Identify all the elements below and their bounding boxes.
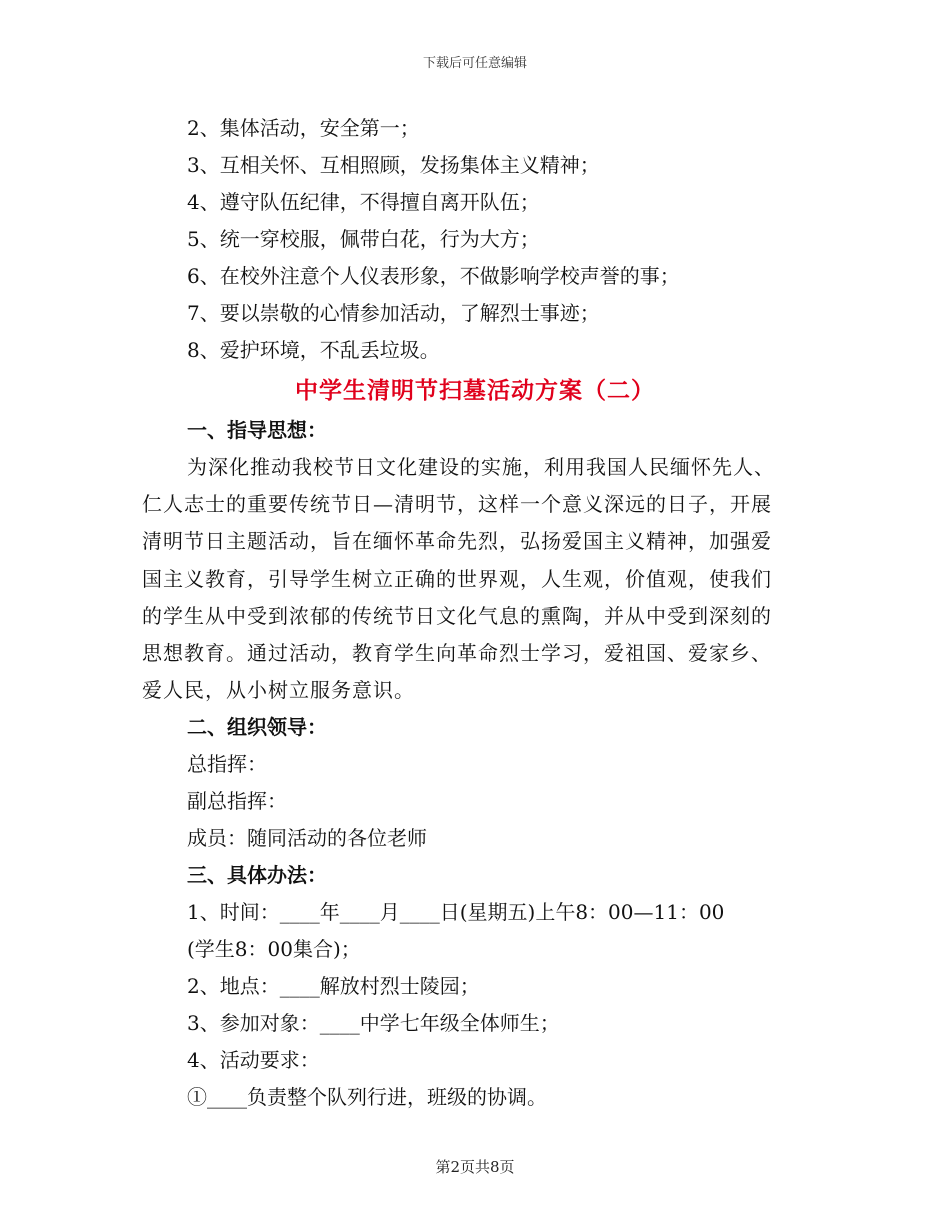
method-requirements: 4、活动要求： [187, 1048, 320, 1072]
deputy-commander: 副总指挥： [187, 789, 287, 813]
rule-item: 5、统一穿校服，佩带白花，行为大方； [187, 227, 540, 251]
rule-item: 2、集体活动，安全第一； [187, 116, 420, 140]
rule-item: 7、要以崇敬的心情参加活动，了解烈士事迹； [187, 301, 600, 325]
chief-commander: 总指挥： [187, 752, 267, 776]
rule-item: 8、爱护环境，不乱丢垃圾。 [187, 338, 440, 362]
paragraph-line: 国主义教育，引导学生树立正确的世界观，人生观，价值观，使我们 [142, 567, 772, 591]
members: 成员：随同活动的各位老师 [187, 826, 427, 850]
method-participants: 3、参加对象：____中学七年级全体师生； [187, 1011, 560, 1035]
method-time-continued: (学生8：00集合)； [187, 937, 361, 961]
paragraph-line: 清明节日主题活动，旨在缅怀革命先烈，弘扬爱国主义精神，加强爱 [142, 529, 772, 553]
paragraph-line: 仁人志士的重要传统节日—清明节，这样一个意义深远的日子，开展 [142, 492, 772, 516]
methods-heading: 三、具体办法： [187, 863, 327, 887]
paragraph-line: 思想教育。通过活动，教育学生向革命烈士学习，爱祖国、爱家乡、 [142, 641, 772, 665]
page-footer: 第2页共8页 [435, 1158, 515, 1176]
paragraph-line: 的学生从中受到浓郁的传统节日文化气息的熏陶，并从中受到深刻的 [142, 604, 772, 628]
header-note: 下载后可任意编辑 [422, 56, 527, 71]
rule-item: 6、在校外注意个人仪表形象，不做影响学校声誉的事； [187, 264, 680, 288]
method-place: 2、地点：____解放村烈士陵园； [187, 974, 480, 998]
requirement-item: ①____负责整个队列行进，班级的协调。 [187, 1085, 547, 1109]
guiding-heading: 一、指导思想： [187, 418, 327, 442]
paragraph-line: 为深化推动我校节日文化建设的实施，利用我国人民缅怀先人、 [187, 455, 775, 479]
organization-heading: 二、组织领导： [187, 715, 327, 739]
section-title: 中学生清明节扫墓活动方案（二） [295, 377, 655, 404]
method-time: 1、时间：____年____月____日(星期五)上午8：00—11：00 [187, 900, 725, 924]
rule-item: 3、互相关怀、互相照顾，发扬集体主义精神； [187, 153, 600, 177]
paragraph-line: 爱人民，从小树立服务意识。 [142, 678, 415, 702]
rule-item: 4、遵守队伍纪律，不得擅自离开队伍； [187, 190, 540, 214]
